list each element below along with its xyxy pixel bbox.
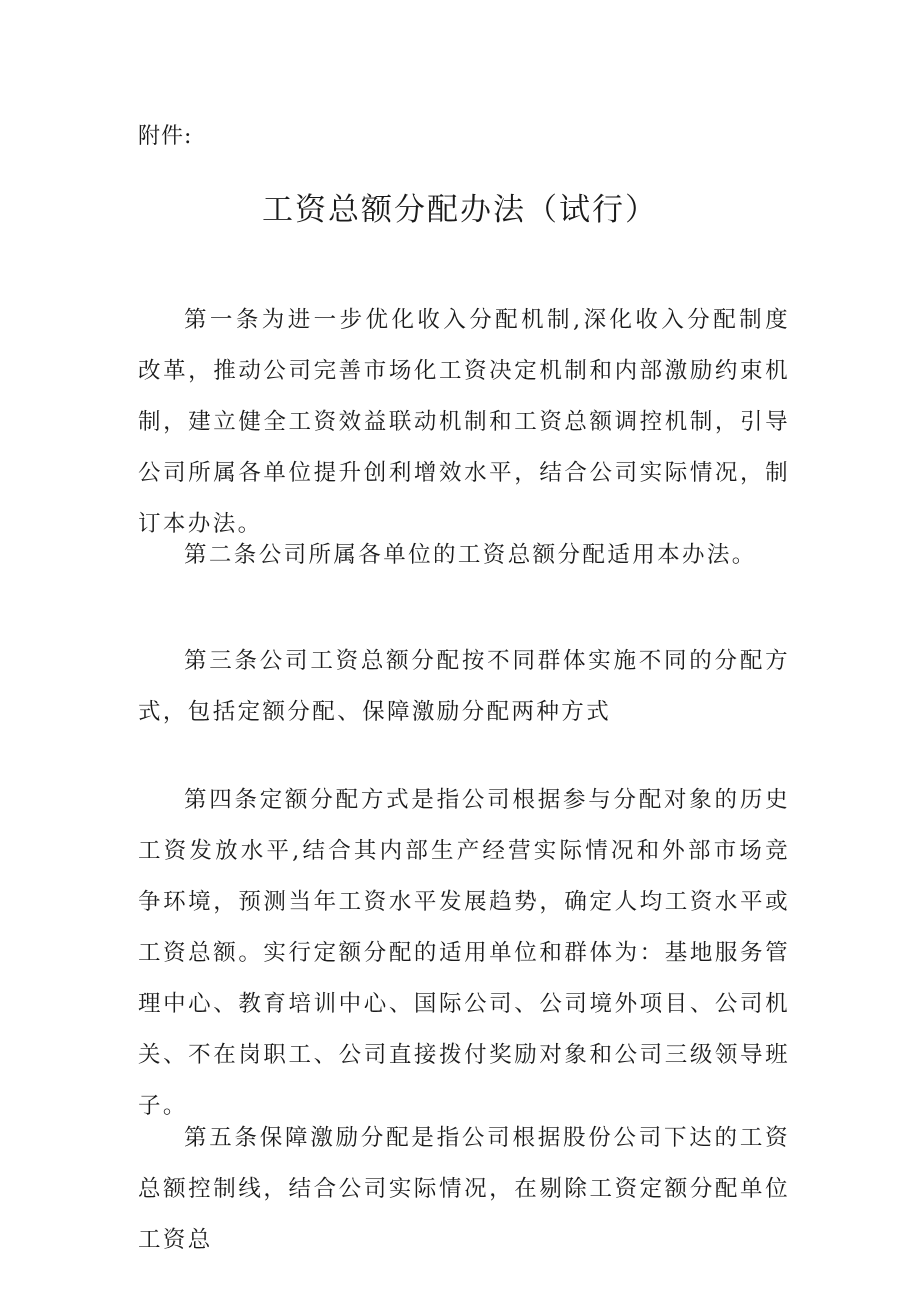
article-3-paragraph: 第三条公司工资总额分配按不同群体实施不同的分配方式，包括定额分配、保障激励分配两种方式: [138, 648, 790, 725]
article-4-paragraph: 第四条定额分配方式是指公司根据参与分配对象的历史工资发放水平,结合其内部生产经营实际情况和外部市场竞争环境，预测当年工资水平发展趋势，确定人均工资水平或工资总额。实行定额分配的适用单位和群体为：基地服务管理中心、教育培训中心、国际公司、公司境外项目、公司机关、不在岗职工、公司直接拨付奖励对象和公司三级领导班子。: [138, 787, 790, 1119]
document-title: 工资总额分配办法（试行）: [262, 192, 658, 228]
attachment-label: 附件:: [138, 124, 193, 149]
article-5-paragraph: 第五条保障激励分配是指公司根据股份公司下达的工资总额控制线，结合公司实际情况，在剔除工资定额分配单位工资总: [138, 1125, 790, 1253]
article-2-paragraph: 第二条公司所属各单位的工资总额分配适用本办法。: [184, 542, 757, 568]
article-1-paragraph: 第一条为进一步优化收入分配机制,深化收入分配制度改革，推动公司完善市场化工资决定机制和内部激励约束机制，建立健全工资效益联动机制和工资总额调控机制，引导公司所属各单位提升创利增效水平，结合公司实际情况，制订本办法。: [138, 307, 790, 537]
